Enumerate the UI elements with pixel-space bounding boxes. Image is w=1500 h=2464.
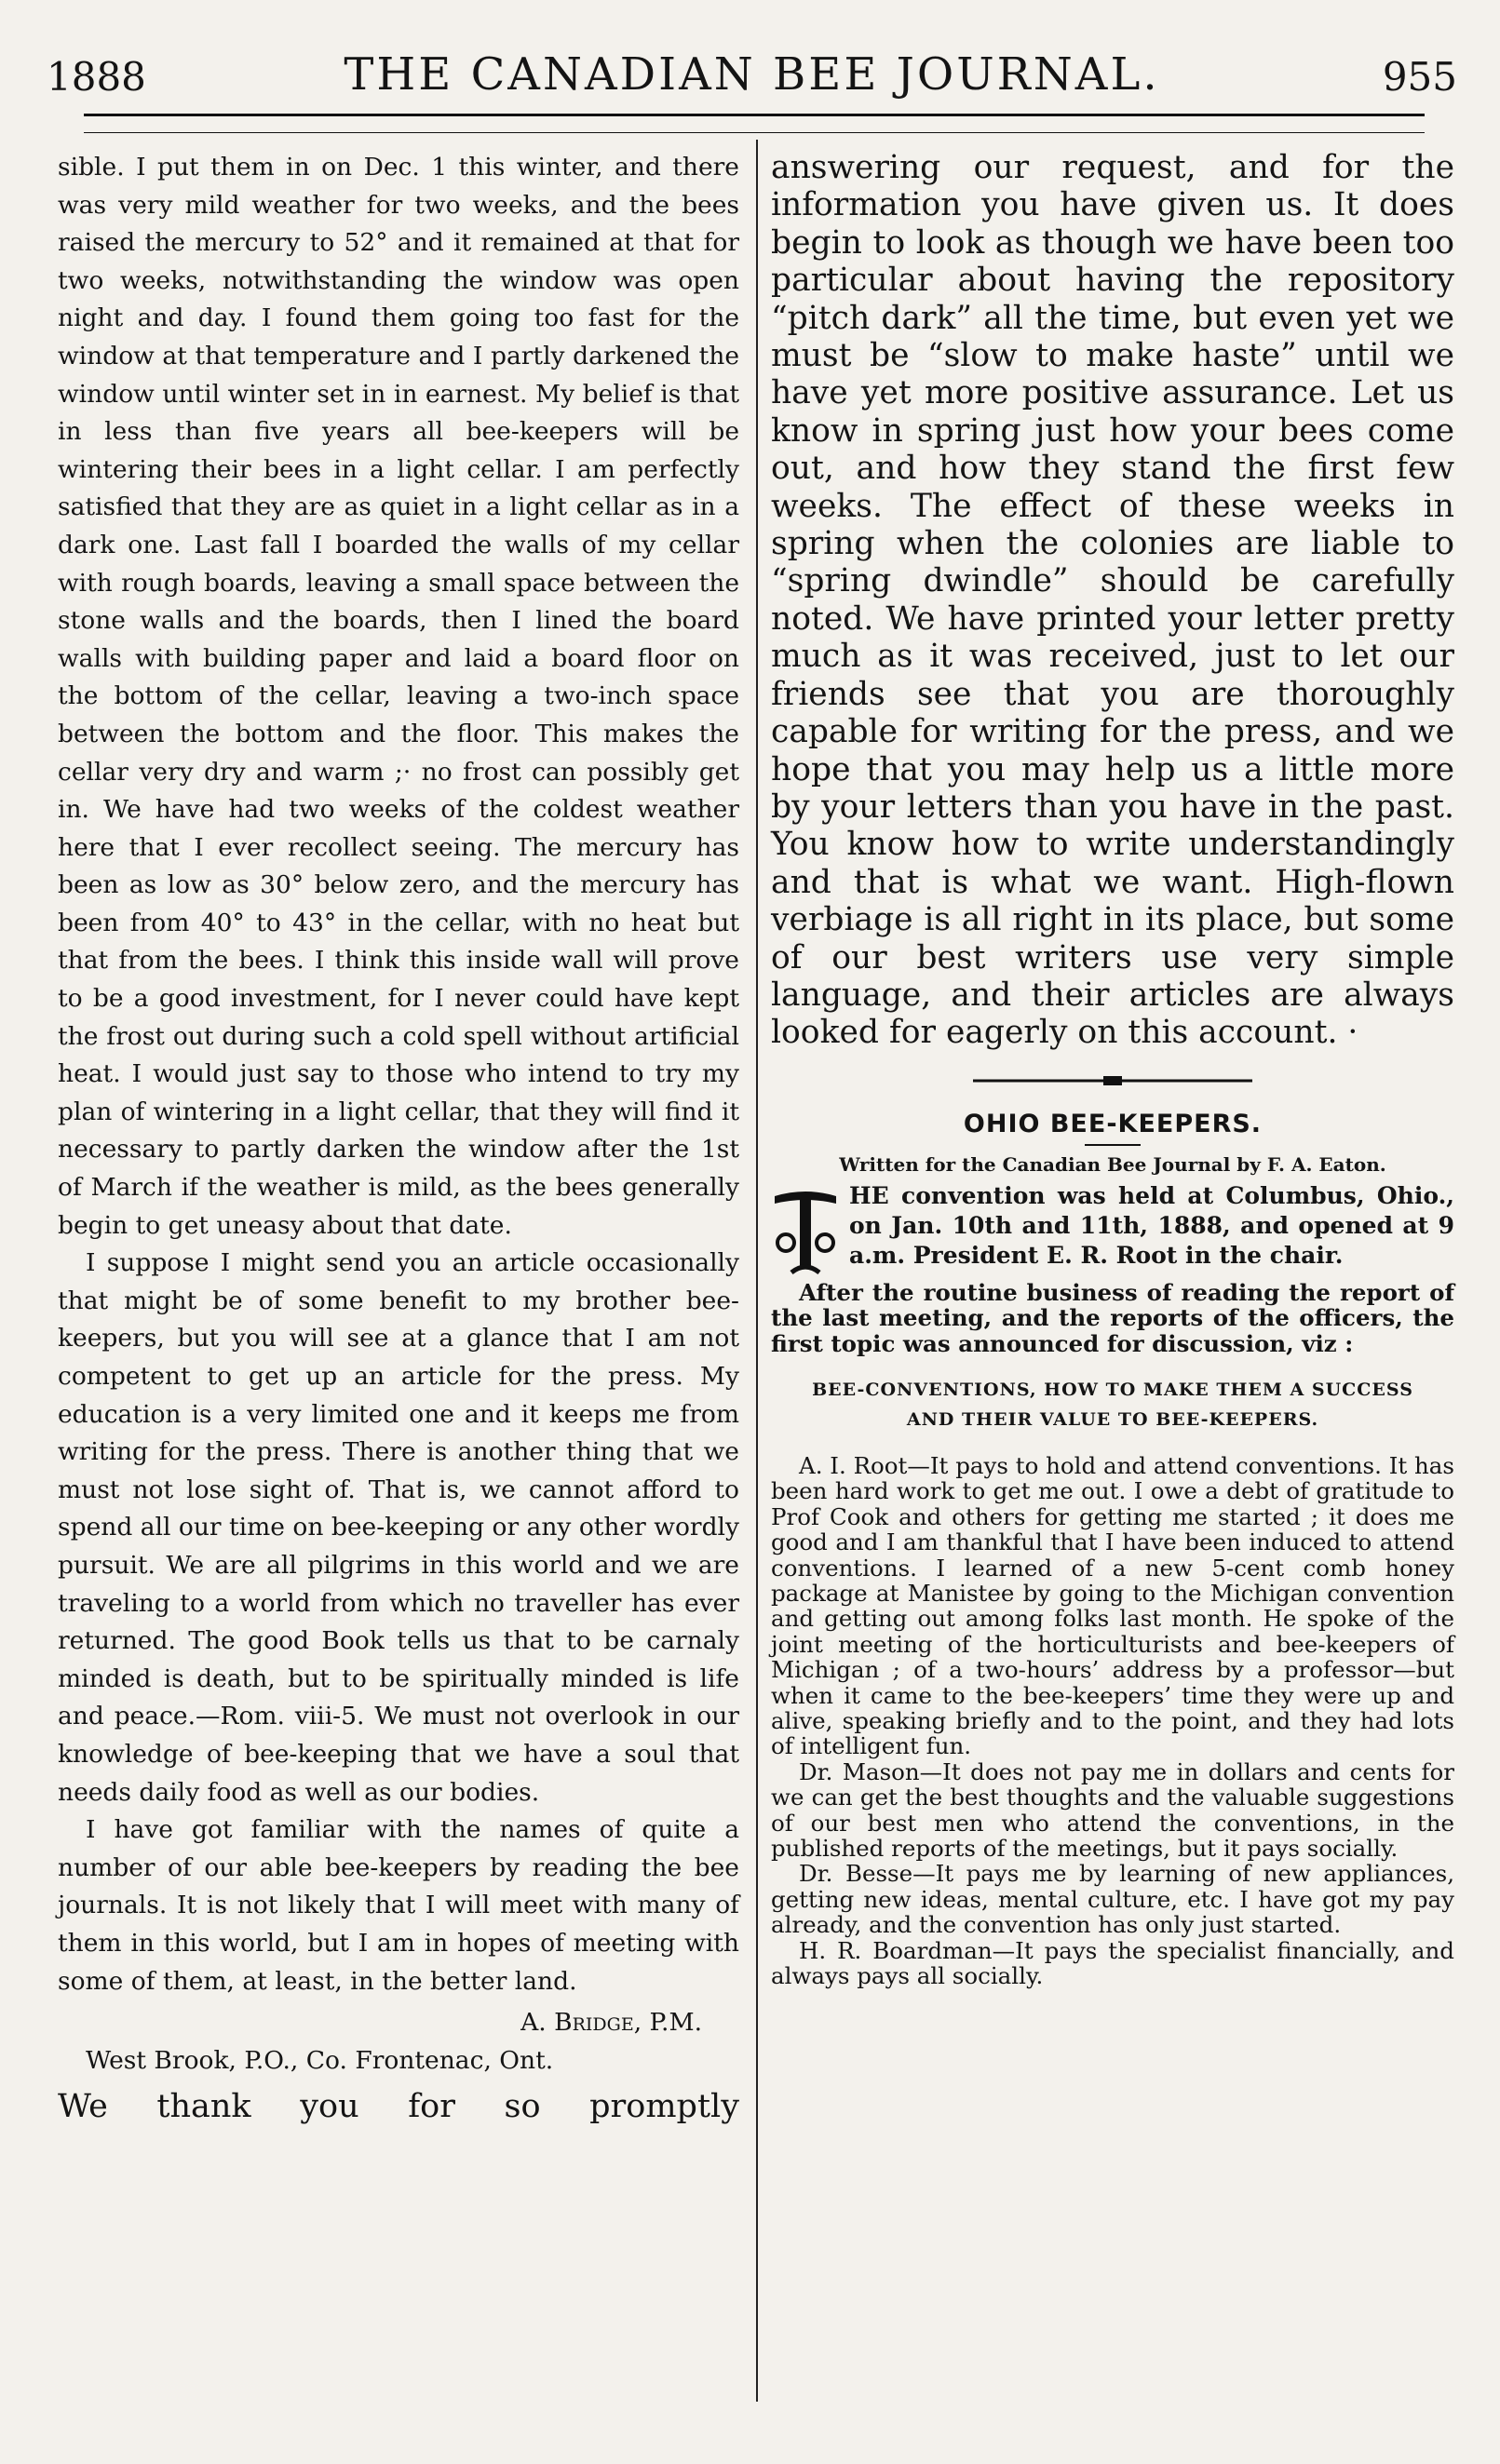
after-intro: After the routine business of reading the report of the last meeting, and the reports of the officers, the first topic was announced for discussion, viz : [771,1278,1454,1357]
right-column [771,149,1454,1989]
drop-cap-t-icon [771,1187,840,1280]
editor-reply: answering our request, and for the information you have given us. It does begin to look as though we have been too particular about having the repository “pitch dark” all the time, but even yet we must be “slow to make haste” until we have yet more positive assurance. Let us know in spring just how your bees come out, and how they stand the first few weeks. The effect of these weeks in spring when the colonies are liable to “spring dwindle” should be carefully noted. We have printed your letter pretty much as it was received, just to let our friends see that you are thoroughly capable for writing for the press, and we hope that you may help us a little more by your letters than you have in the past. You know how to write understandingly and that is what we want. High-flown verbiage is all right in its place, but some of our best writers use very simple language, and their articles are always looked for eagerly on this account. · [771,149,1454,1052]
section-title: OHIO BEE-KEEPERS. [963,1109,1263,1138]
letter-signature: A. Bridge, P.M. [520,2008,702,2038]
letter-paragraph-2: I suppose I might send you an article occasionally that might be of some benefit to my brother bee-keepers, but you will see at a glance that I am not competent to get up an article for the press. My education is a very limited one and it keeps me from writing for the press. There is another thing that we must not lose sight of. That is, we cannot afford to spend all our time on bee-keeping or any other wordly pursuit. We are all pilgrims in this world and we are traveling to a world from which no traveller has ever returned. The good Book tells us that to be carnaly minded is death, but to be spiritually minded is life and peace.—Rom. viii-5. We must not overlook in our knowledge of bee-keeping that we have a soul that needs daily food as well as our bodies. [58,1248,739,1807]
title-underline [1085,1144,1141,1146]
discussion-topic [771,1375,1454,1434]
convention-intro-block [771,1181,1454,1271]
topic-line-1: BEE-CONVENTIONS, HOW TO MAKE THEM A SUCCESS [812,1379,1413,1400]
left-column [58,149,739,2128]
letter-paragraph-1: sible. I put them in on Dec. 1 this winter, and there was very mild weather for two weeks, and the bees raised the mercury to 52° and it remained at that for two weeks, notwithstanding the window was open night and day. I found them going too fast for the window at that temperature and I partly darkened the window until winter set in in earnest. My belief is that in less than five years all bee-keepers will be wintering their bees in a light cellar. I am perfectly satisfied that they are as quiet in a light cellar as in a dark one. Last fall I boarded the walls of my cellar with rough boards, leaving a small space between the stone walls and the boards, then I lined the board walls with building paper and laid a board floor on the bottom of the cellar, leaving a two-inch space between the bottom and the floor. This makes the cellar very dry and warm ;· no frost can possibly get in. We have had two weeks of the coldest weather here that I ever recollect seeing. The mercury has been as low as 30° below zero, and the mercury has been from 40° to 43° in the cellar, with no heat but that from the bees. I think this inside wall will prove to be a good investment, for I never could have kept the frost out during such a cold spell without artificial heat. I would just say to those who intend to try my plan of wintering in a light cellar, that they will find it necessary to partly darken the window after the 1st of March if the weather is mild, as the bees generally begin to get uneasy about that date. [58,153,739,1240]
convention-intro: HE convention was held at Columbus, Ohio., on Jan. 10th and 11th, 1888, and opened at 9 a.m. President E. R. Root in the chair. [849,1181,1454,1269]
letter-address: West Brook, P.O., Co. Frontenac, Ont. [86,2045,554,2075]
page-header [47,28,1457,102]
editor-reply-start: We thank you for so promptly [58,2088,739,2126]
header-year: 1888 [47,54,146,100]
letter-paragraph-3: I have got familiar with the names of quite a number of our able bee-keepers by reading the bee journals. It is not likely that I will meet with many of them in this world, but I am in hopes of meeting with some of them, at least, in the better land. [58,1815,739,1996]
column-divider [756,140,758,2402]
section-ornament [771,1057,1454,1104]
ornament-rule-icon [973,1073,1252,1088]
discussion-root: A. I. Root—It pays to hold and attend conventions. It has been hard work to get me out. I owe a debt of gratitude to Prof Cook and others for getting me started ; it does me good and I am thankful that I have been induced to attend conventions. I learned of a new 5-cent comb honey package at Manistee by going to the Michigan convention and getting out among folks last month. He spoke of the joint meeting of the horticulturists and bee-keepers of Michigan ; of a two-hours’ address by a professor—but when it came to the bee-keepers’ time they were up and alive, speaking briefly and to the point, and they had lots of intelligent fun. [771,1451,1454,1760]
byline: Written for the Canadian Bee Journal by F. A. Eaton. [839,1152,1386,1176]
discussion-boardman: H. R. Boardman—It pays the specialist financially, and always pays all socially. [771,1936,1454,1990]
header-rule-thick [84,114,1425,116]
discussion-besse: Dr. Besse—It pays me by learning of new appliances, getting new ideas, mental culture, etc. I have got my pay already, and the convention has only just started. [771,1860,1454,1939]
page-number: 955 [1382,54,1457,100]
discussion-mason: Dr. Mason—It does not pay me in dollars and cents for we can get the best thoughts and the valuable suggestions of our best men who attend the conventions, in the published reports of the meetings, but it pays socially. [771,1757,1454,1863]
journal-title: THE CANADIAN BEE JOURNAL. [344,48,1160,101]
header-rule-thin [84,132,1425,133]
topic-line-2: AND THEIR VALUE TO BEE-KEEPERS. [906,1408,1319,1430]
